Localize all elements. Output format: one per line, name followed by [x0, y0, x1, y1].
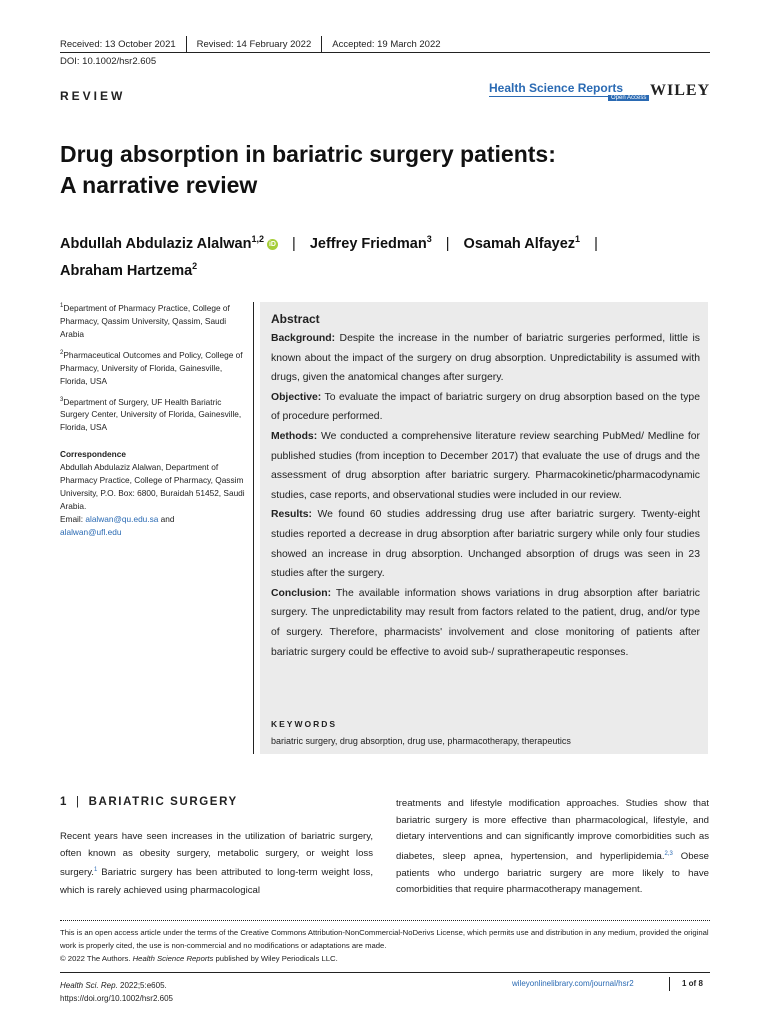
abstract-heading: Abstract: [271, 312, 320, 326]
email-link[interactable]: alalwan@ufl.edu: [60, 527, 122, 538]
abstract-conclusion: [271, 584, 700, 662]
affiliation: [60, 300, 250, 341]
abstract-text: We conducted a comprehensive literature review searching PubMed/ Medline for published studies (from inception to December 2017) that evaluate the use of drugs and the assessment of drug absorption after bariatric surgery. Pharmacokinetic/pharmacodynamic studies, case reports, and observational studies were included in our review.: [271, 430, 700, 501]
affiliations: [60, 300, 250, 545]
author-name[interactable]: Abdullah Abdulaziz Alalwan: [60, 235, 252, 252]
date-separator: [321, 36, 322, 52]
section-title: BARIATRIC SURGERY: [88, 796, 238, 808]
publisher-logo[interactable]: WILEY: [650, 82, 711, 99]
copyright-text: published by Wiley Periodicals LLC.: [213, 954, 338, 963]
journal-logo[interactable]: Health Science Reports: [489, 81, 624, 95]
title-line-2: A narrative review: [60, 172, 258, 198]
body-text: Bariatric surgery has been attributed to long-term weight loss, which is rarely achieved using pharmacological: [60, 867, 373, 896]
affiliation-number: 1: [60, 303, 64, 309]
citation-ref[interactable]: 1: [93, 867, 98, 874]
accepted-date: Accepted: 19 March 2022: [332, 38, 441, 50]
author-affil-sup: 3: [426, 234, 432, 244]
body-column-right: [396, 796, 709, 899]
citation-ref[interactable]: 2,3: [664, 850, 673, 857]
body-text: treatments and lifestyle modification approaches. Studies show that bariatric surgery is more effective than pharmacological, lifestyle, and dietary interventions and can significantly improve comorbidities such as diabetes, sleep apnea, hypertension, and hyperlipidemia.: [396, 798, 709, 862]
author-name[interactable]: Abraham Hartzema: [60, 262, 193, 279]
body-text: Obese patients who undergo bariatric surgery are more likely to have comorbidities that require pharmacotherapy management.: [396, 850, 709, 896]
abstract-label: Conclusion:: [271, 587, 332, 599]
section-separator: |: [76, 796, 81, 808]
abstract-label: Results:: [271, 509, 312, 521]
keywords: bariatric surgery, drug absorption, drug use, pharmacotherapy, therapeutics: [271, 736, 571, 746]
received-date: Received: 13 October 2021: [60, 38, 176, 50]
copyright: [60, 952, 710, 965]
header-rule: [60, 52, 710, 53]
publication-dates: [60, 36, 441, 52]
author-separator: |: [445, 235, 450, 252]
footer-citation: [60, 979, 173, 1005]
abstract-results: [271, 505, 700, 583]
date-separator: [186, 36, 187, 52]
license-divider: [60, 920, 710, 921]
correspondence-heading: Correspondence: [60, 449, 126, 460]
author-name[interactable]: Osamah Alfayez: [463, 235, 576, 252]
abstract-background: [271, 329, 700, 388]
footer-doi[interactable]: https://doi.org/10.1002/hsr2.605: [60, 994, 173, 1003]
article-title: [60, 139, 660, 201]
page-number: 1 of 8: [682, 979, 703, 988]
title-line-1: Drug absorption in bariatric surgery patients:: [60, 141, 556, 167]
author-affil-sup: 1: [575, 234, 581, 244]
author-separator: |: [292, 235, 296, 252]
abstract-objective: [271, 388, 700, 427]
correspondence: [60, 461, 250, 539]
affiliation-number: 3: [60, 396, 64, 403]
abstract-label: Background:: [271, 333, 336, 344]
abstract-text: We found 60 studies addressing drug use after bariatric surgery. Twenty-eight studies reported a decrease in drug absorption after bariatric surgery while only four studies showed an increase in drug absorption. Unchanged absorption of drugs was seen in 23 studies after the surgery.: [271, 509, 700, 580]
abstract-label: Objective:: [271, 391, 322, 403]
copyright-journal: Health Science Reports: [132, 954, 214, 963]
citation-details: 2022;5:e605.: [117, 981, 167, 990]
section-number: 1: [60, 796, 68, 808]
abstract: [271, 309, 700, 662]
open-access-badge: Open Access: [608, 95, 649, 101]
doi[interactable]: DOI: 10.1002/hsr2.605: [60, 56, 157, 67]
keywords-heading: KEYWORDS: [271, 719, 338, 729]
author-name[interactable]: Jeffrey Friedman: [309, 235, 427, 252]
affiliation-number: 2: [60, 349, 64, 356]
author-list: [60, 228, 710, 282]
affiliation-text: Pharmaceutical Outcomes and Policy, College of Pharmacy, University of Florida, Gainesville, Florida, USA: [60, 349, 243, 386]
body-text: Recent years have seen increases in the utilization of bariatric surgery, often known as obesity surgery, metabolic surgery, or weight loss surgery.: [60, 831, 373, 879]
affiliation: [60, 347, 250, 388]
email-link[interactable]: alalwan@qu.edu.sa: [85, 514, 159, 525]
footer-separator: [669, 977, 670, 991]
abstract-text: The available information shows variations in drug absorption after bariatric surgery. The unpredictability may result from factors related to the patient, drug, and/or type of surgery. Therefore, pharmacists' involvement and close monitoring of patients after bariatric surgery could be effective to avoid sub-/ supratherapeutic responses.: [271, 587, 700, 658]
email-and: and: [158, 514, 175, 525]
abstract-label: Methods:: [271, 430, 318, 442]
body-column-left: [60, 828, 373, 899]
column-divider: [253, 302, 254, 754]
affiliation-text: Department of Surgery, UF Health Bariatric Surgery Center, University of Florida, Gainesville, Florida, USA: [60, 396, 242, 433]
abstract-methods: [271, 427, 700, 505]
license-notice: [60, 926, 710, 965]
orcid-icon[interactable]: iD: [268, 240, 276, 248]
author-affil-sup: 2: [192, 260, 198, 271]
abstract-text: To evaluate the impact of bariatric surgery on drug absorption based on the type of procedure performed.: [271, 391, 700, 423]
article-type: REVIEW: [60, 89, 126, 103]
affiliation-text: Department of Pharmacy Practice, College of Pharmacy, Qassim University, Qassim, Saudi Arabia: [60, 302, 230, 339]
footer-rule: [60, 972, 710, 973]
revised-date: Revised: 14 February 2022: [196, 38, 312, 50]
citation-journal: Health Sci. Rep.: [60, 981, 118, 990]
license-text: This is an open access article under the terms of the Creative Commons Attribution-NonCommercial-NoDerivs License, which permits use and distribution in any medium, provided the original work is properly cited, the use is non-commercial and no modifications or adaptations are made.: [60, 928, 709, 950]
affiliation: [60, 394, 250, 435]
journal-site-link[interactable]: wileyonlinelibrary.com/journal/hsr2: [512, 979, 634, 988]
correspondence-address: Abdullah Abdulaziz Alalwan, Department of Pharmacy Practice, College of Pharmacy, Qassim University, P.O. Box: 6800, Buraidah 51452, Saudi Arabia.: [60, 462, 245, 512]
section-heading: [60, 796, 238, 808]
author-affil-sup: 1,2: [251, 234, 264, 244]
email-label: Email:: [60, 514, 86, 525]
copyright-text: © 2022 The Authors.: [60, 954, 133, 963]
author-separator: |: [594, 235, 598, 252]
abstract-text: Despite the increase in the number of bariatric surgeries performed, little is known about the impact of the surgery on drug absorption. Unpredictability is assumed with drugs, given the anatomical changes after surgery.: [271, 333, 700, 384]
